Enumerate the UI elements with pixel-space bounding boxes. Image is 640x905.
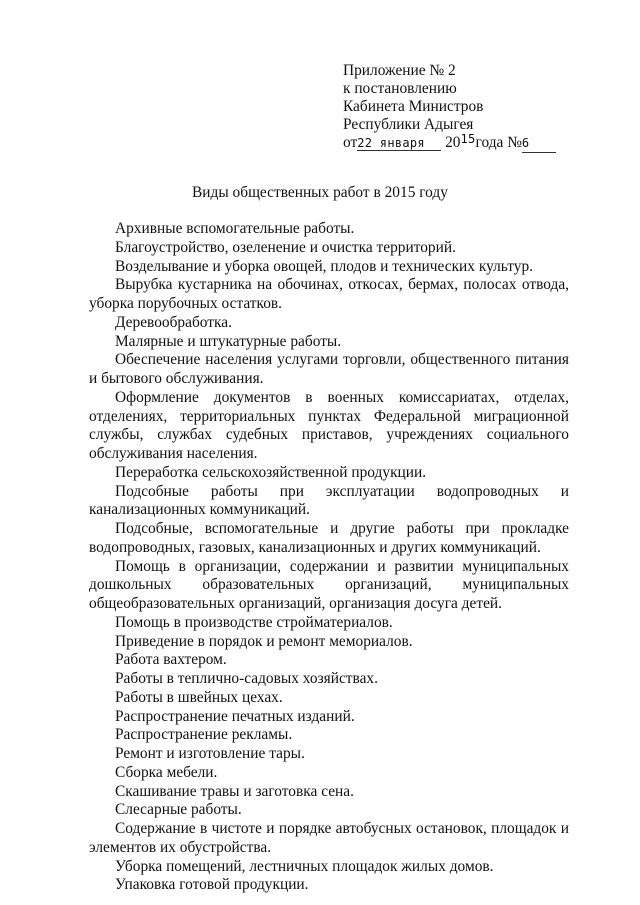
work-item: Помощь в организации, содержании и развитии муниципальных дошкольных образовательных организаций, муниципальных общеобразовательных организаций, организация досуга детей. xyxy=(89,557,569,612)
work-item: Возделывание и уборка овощей, плодов и технических культур. xyxy=(115,257,533,275)
work-item: Оформление документов в военных комиссариатах, отделах, отделениях, территориальных пунктах Федеральной миграционной службы, службах судебных приставов, учреждениях социального обслуживания населения. xyxy=(89,388,569,462)
annex-line-2: к постановлению xyxy=(343,80,457,97)
handwritten-date: 22 января xyxy=(357,136,425,150)
work-item: Распространение печатных изданий. xyxy=(115,707,355,725)
work-item: Малярные и штукатурные работы. xyxy=(115,332,342,350)
work-item: Вырубка кустарника на обочинах, откосах, бермах, полосах отвода, уборка порубочных остатков. xyxy=(89,276,569,312)
work-item: Содержание в чистоте и порядке автобусных остановок, площадок и элементов их обустройства. xyxy=(89,820,569,856)
date-prefix: от xyxy=(343,134,358,151)
annex-header xyxy=(343,62,556,153)
work-item: Приведение в порядок и ремонт мемориалов. xyxy=(115,632,413,650)
work-item: Слесарные работы. xyxy=(115,801,242,819)
work-item: Подсобные работы при эксплуатации водопроводных и канализационных коммуникаций. xyxy=(89,482,569,519)
work-item: Работа вахтером. xyxy=(115,651,227,669)
work-item: Ремонт и изготовление тары. xyxy=(115,745,305,762)
annex-line-3: Кабинета Министров xyxy=(343,98,484,115)
annex-line-1: Приложение № 2 xyxy=(343,62,456,79)
work-item: Скашивание травы и заготовка сена. xyxy=(115,782,354,800)
date-field xyxy=(357,132,441,151)
work-item: Переработка сельскохозяйственной продукции. xyxy=(115,463,427,481)
year-prefix: 20 xyxy=(445,134,461,151)
work-item: Распространение рекламы. xyxy=(115,726,293,744)
document-title: Виды общественных работ в 2015 году xyxy=(192,184,448,201)
handwritten-number: 6 xyxy=(522,134,556,153)
works-list xyxy=(89,220,569,895)
work-item: Работы в швейных цехах. xyxy=(115,688,283,706)
annex-date-line xyxy=(343,134,556,153)
work-item: Упаковка готовой продукции. xyxy=(115,876,309,894)
work-item: Деревообработка. xyxy=(115,313,232,331)
annex-line-4: Республики Адыгея xyxy=(343,116,474,133)
work-item: Сборка мебели. xyxy=(115,763,218,781)
year-suffix: года № xyxy=(475,134,522,151)
work-item: Благоустройство, озеленение и очистка территорий. xyxy=(115,238,456,256)
work-item: Уборка помещений, лестничных площадок жилых домов. xyxy=(115,857,494,875)
work-item: Архивные вспомогательные работы. xyxy=(115,220,355,237)
work-item: Обеспечение населения услугами торговли, общественного питания и бытового обслуживания. xyxy=(89,351,569,387)
handwritten-year: 15 xyxy=(460,132,476,146)
work-item: Работы в теплично-садовых хозяйствах. xyxy=(115,670,378,687)
work-item: Помощь в производстве стройматериалов. xyxy=(115,613,393,631)
work-item: Подсобные, вспомогательные и другие работы при прокладке водопроводных, газовых, канализационных и других коммуникаций. xyxy=(89,520,569,556)
